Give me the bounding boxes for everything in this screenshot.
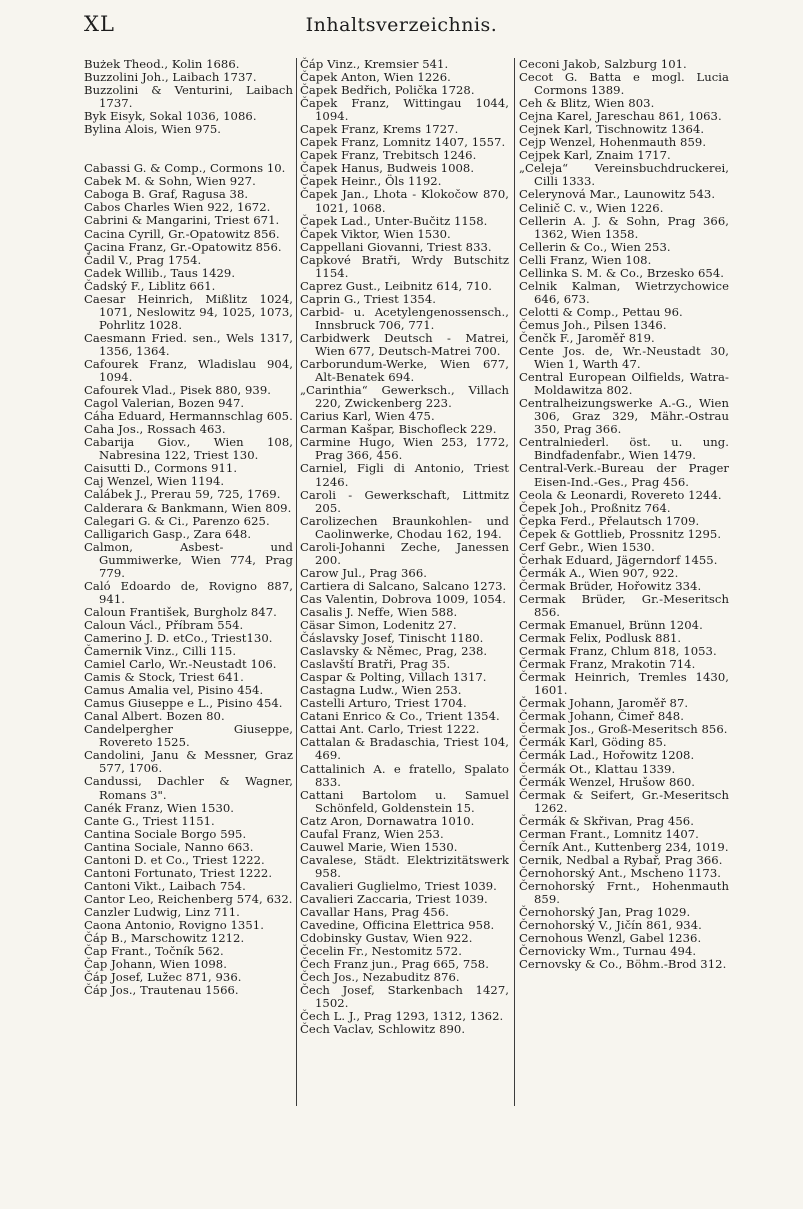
index-entry: Čermák Ot., Klattau 1339. — [519, 761, 676, 776]
index-entry: Camus Giuseppe e L., Pisino 454. — [84, 696, 283, 711]
index-entry: Čáslavsky Josef, Tinischt 1180. — [300, 631, 484, 646]
index-entry: Čech Vaclav, Schlowitz 890. — [300, 1022, 466, 1037]
index-entry: Cavalese, Städt. Elektrizitätswerk 958. — [300, 852, 509, 880]
index-entry: Cermak Franz, Chlum 818, 1053. — [519, 644, 717, 659]
index-entry: Cavallar Hans, Prag 456. — [300, 905, 449, 920]
page-number: XL — [84, 12, 115, 36]
index-entry: Cadek Willib., Taus 1429. — [84, 265, 236, 280]
index-entry: Cabarija Giov., Wien 108, Nabresina 122, Triest 130. — [84, 435, 293, 463]
index-entry: Cantoni Vikt., Laibach 754. — [84, 878, 246, 893]
index-entry: Buzzolini Joh., Laibach 1737. — [84, 70, 257, 85]
index-entry: Bużek Theod., Kolin 1686. — [84, 57, 240, 71]
index-entry: Cas Valentin, Dobrova 1009, 1054. — [300, 591, 506, 606]
page-header — [0, 12, 803, 42]
index-entry: Celerynová Mar., Launowitz 543. — [519, 187, 716, 202]
page-title: Inhaltsverzeichnis. — [305, 14, 498, 36]
index-entry: Čapek Franz, Wittingau 1044, 1094. — [300, 96, 509, 124]
index-entry: Čapek Hanus, Budweis 1008. — [300, 161, 475, 176]
index-entry: Čepka Ferd., Přelautsch 1709. — [519, 513, 700, 528]
index-entry: Catz Aron, Dornawatra 1010. — [300, 813, 475, 828]
index-entry: Calegari G. & Ci., Parenzo 625. — [84, 513, 270, 528]
index-entry: Cafourek Franz, Wladislau 904, 1094. — [84, 356, 293, 385]
index-entry: Camus Amalia vel, Pisino 454. — [84, 683, 264, 698]
index-entry: Carow Jul., Prag 366. — [300, 565, 428, 580]
index-entry: Černohorský Jan, Prag 1029. — [519, 905, 691, 920]
index-entry: Čermák Lad., Hořowitz 1208. — [519, 748, 695, 763]
index-entry: Cabassi G. & Comp., Cormons 10. — [84, 161, 286, 176]
index-entry: Cellerin A. J. & Sohn, Prag 366, 1362, Wien 1358. — [519, 213, 729, 241]
index-entry: Centralniederl. öst. u. ung. Bindfadenfabr., Wien 1479. — [519, 435, 729, 463]
index-entry: Camerino J. D. etCo., Triest130. — [84, 630, 273, 645]
index-entry: Černohorský V., Jičín 861, 934. — [519, 918, 702, 933]
index-entry: Cente Jos. de, Wr.-Neustadt 30, Wien 1, Warth 47. — [519, 344, 729, 372]
index-entry: Čap Frant., Točník 562. — [84, 944, 224, 959]
index-entry: Caroli - Gewerkschaft, Littmitz 205. — [300, 487, 509, 515]
column-divider — [296, 58, 297, 1106]
index-entry: Casalis J. Neffe, Wien 588. — [300, 604, 458, 619]
index-entry: Čermak Jos., Groß-Meseritsch 856. — [519, 722, 728, 737]
index-entry: Čapek Jan., Lhota - Klokočow 870, 1021, 1068. — [300, 187, 509, 215]
index-entry: Carbidwerk Deutsch - Matrei, Wien 677, Deutsch-Matrei 700. — [300, 330, 509, 359]
index-entry: Cantina Sociale Borgo 595. — [84, 826, 247, 841]
index-entry: Čermák A., Wien 907, 922. — [519, 565, 679, 580]
index-entry: Čermak & Seifert, Gr.-Meseritsch 1262. — [519, 787, 729, 815]
index-column-2 — [300, 58, 509, 1037]
index-entry: Cellinka S. M. & Co., Brzesko 654. — [519, 265, 724, 280]
index-entry: Cabek M. & Sohn, Wien 927. — [84, 174, 256, 189]
index-entry: Cernik, Nedbal a Rybař, Prag 366. — [519, 852, 723, 867]
index-entry: Čech Josef, Starkenbach 1427, 1502. — [300, 983, 509, 1011]
index-entry: Carius Karl, Wien 475. — [300, 409, 435, 424]
index-entry: Ceconi Jakob, Salzburg 101. — [519, 57, 687, 71]
index-entry: Čermak Johann, Čimeř 848. — [519, 709, 684, 724]
spacer — [84, 136, 293, 162]
index-entry: Capek Franz, Krems 1727. — [300, 122, 459, 137]
index-entry: Černohorský Ant., Mscheno 1173. — [519, 865, 721, 880]
index-entry: Cermak Emanuel, Brünn 1204. — [519, 618, 703, 633]
index-entry: Caufal Franz, Wien 253. — [300, 826, 444, 841]
index-entry: Čermák Karl, Göding 85. — [519, 735, 667, 750]
index-entry: Camiel Carlo, Wr.-Neustadt 106. — [84, 657, 277, 672]
index-entry: Carmine Hugo, Wien 253, 1772, Prag 366, 456. — [300, 435, 509, 463]
index-entry: Cejnek Karl, Tischnowitz 1364. — [519, 122, 705, 137]
index-entry: Carolizechen Braunkohlen- und Caolinwerke, Chodau 162, 194. — [300, 513, 509, 541]
index-entry: Celli Franz, Wien 108. — [519, 252, 652, 267]
index-entry: Caroli-Johanni Zeche, Janessen 200. — [300, 539, 509, 567]
index-entry: Caloun František, Burgholz 847. — [84, 604, 277, 619]
index-entry: Cante G., Triest 1151. — [84, 813, 215, 828]
index-entry: Čapek Lad., Unter-Bučitz 1158. — [300, 213, 488, 228]
index-entry: Camis & Stock, Triest 641. — [84, 670, 244, 685]
index-entry: Čamernik Vinz., Cilli 115. — [84, 644, 237, 659]
index-entry: Calligarich Gasp., Zara 648. — [84, 526, 252, 541]
index-entry: Cdobinsky Gustav, Wien 922. — [300, 931, 473, 946]
index-entry: Capek Franz, Lomnitz 1407, 1557. — [300, 135, 506, 150]
index-entry: Caisutti D., Cormons 911. — [84, 461, 238, 476]
index-entry: Cermak Felix, Podlusk 881. — [519, 631, 682, 646]
index-entry: „Celeja“ Vereinsbuchdruckerei, Cilli 1333. — [519, 161, 729, 189]
index-entry: Cantoni D. et Co., Triest 1222. — [84, 852, 265, 867]
index-entry: Čepek Joh., Proßnitz 764. — [519, 500, 671, 515]
index-entry: Čáp Josef, Lužec 871, 936. — [84, 970, 242, 985]
index-entry: Central-Verk.-Bureau der Prager Eisen-Ind.-Ges., Prag 456. — [519, 461, 729, 489]
index-entry: Caboga B. Graf, Ragusa 38. — [84, 187, 249, 202]
index-entry: Cafourek Vlad., Pisek 880, 939. — [84, 383, 271, 398]
index-entry: Byk Eisyk, Sokal 1036, 1086. — [84, 109, 257, 124]
index-entry: Caj Wenzel, Wien 1194. — [84, 474, 225, 489]
index-entry: Cattani Bartolom u. Samuel Schönfeld, Goldenstein 15. — [300, 787, 509, 815]
index-entry: Čap Johann, Wien 1098. — [84, 957, 227, 972]
column-divider — [514, 58, 515, 1106]
index-entry: Castelli Arturo, Triest 1704. — [300, 696, 467, 711]
index-entry: Canal Albert. Bozen 80. — [84, 709, 225, 724]
index-entry: Cermak Brüder, Gr.-Meseritsch 856. — [519, 591, 729, 619]
index-entry: Capek Franz, Trebitsch 1246. — [300, 148, 477, 163]
index-entry: Celnik Kalman, Wietrzychowice 646, 673. — [519, 278, 729, 306]
index-entry: Caloun Václ., Příbram 554. — [84, 617, 244, 632]
index-entry: Candussi, Dachler & Wagner, Romans 3". — [84, 774, 293, 802]
index-entry: Čermak Brüder, Hořowitz 334. — [519, 578, 702, 593]
index-entry: Čermak Heinrich, Tremles 1430, 1601. — [519, 670, 729, 698]
index-entry: Ceola & Leonardi, Rovereto 1244. — [519, 487, 722, 502]
index-entry: Čerhak Eduard, Jägerndorf 1455. — [519, 552, 718, 567]
index-entry: Centralheizungswerke A.-G., Wien 306, Graz 329, Mähr.-Ostrau 350, Prag 366. — [519, 396, 729, 437]
index-entry: Cauwel Marie, Wien 1530. — [300, 839, 458, 854]
index-entry: Çacina Franz, Gr.-Opatowitz 856. — [84, 239, 282, 254]
index-entry: Candelpergher Giuseppe, Rovereto 1525. — [84, 722, 293, 750]
index-column-3 — [519, 58, 729, 971]
index-entry: Čapek Bedřich, Polička 1728. — [300, 83, 475, 98]
index-entry: Bylina Alois, Wien 975. — [84, 122, 222, 137]
index-entry: Calderara & Bankmann, Wien 809. — [84, 500, 292, 515]
index-entry: Čadil V., Prag 1754. — [84, 252, 202, 267]
index-entry: Cäsar Simon, Lodenitz 27. — [300, 618, 457, 633]
index-entry: Cejp Wenzel, Hohenmauth 859. — [519, 135, 707, 150]
index-entry: Carman Kašpar, Bischofleck 229. — [300, 422, 497, 437]
index-entry: Canék Franz, Wien 1530. — [84, 800, 235, 815]
index-entry: Caona Antonio, Rovigno 1351. — [84, 918, 264, 932]
index-entry: Central European Oilfields, Watra-Moldawitza 802. — [519, 370, 729, 398]
index-entry: Čech Franz jun., Prag 665, 758. — [300, 957, 489, 972]
index-entry: Čadský F., Liblitz 661. — [84, 278, 216, 293]
index-entry: Cantor Leo, Reichenberg 574, 632. — [84, 891, 293, 906]
index-entry: Černík Ant., Kuttenberg 234, 1019. — [519, 839, 729, 854]
index-entry: Cerf Gebr., Wien 1530. — [519, 539, 655, 554]
index-entry: Černohorský Frnt., Hohenmauth 859. — [519, 878, 729, 906]
index-entry: Buzzolini & Venturini, Laibach 1737. — [84, 83, 293, 111]
index-entry: Carbid- u. Acetylengenossensch., Innsbruck 706, 771. — [300, 304, 509, 332]
index-entry: Cagol Valerian, Bozen 947. — [84, 396, 245, 411]
index-entry: Cellerin & Co., Wien 253. — [519, 239, 671, 254]
index-entry: Caha Jos., Rossach 463. — [84, 422, 226, 437]
index-entry: Cecot G. Batta e mogl. Lucia Cormons 1389. — [519, 70, 729, 98]
index-entry: Cappellani Giovanni, Triest 833. — [300, 239, 492, 254]
index-entry: Čáp Jos., Trautenau 1566. — [84, 983, 239, 998]
index-entry: Caprez Gust., Leibnitz 614, 710. — [300, 278, 493, 293]
index-entry: Čech Jos., Nezabuditz 876. — [300, 970, 460, 985]
index-entry: Cacina Cyrill, Gr.-Opatowitz 856. — [84, 226, 280, 241]
index-entry: Čenčk F., Jaroměř 819. — [519, 330, 655, 345]
index-entry: Cerman Frant., Lomnitz 1407. — [519, 826, 699, 841]
index-entry: Caspar & Polting, Villach 1317. — [300, 670, 487, 685]
index-entry: Canzler Ludwig, Linz 711. — [84, 904, 240, 919]
index-entry: Cantina Sociale, Nanno 663. — [84, 839, 254, 854]
index-entry: Carniel, Figli di Antonio, Triest 1246. — [300, 461, 509, 489]
index-entry: Čapek Anton, Wien 1226. — [300, 70, 451, 85]
index-entry: Cáha Eduard, Hermannschlag 605. — [84, 409, 293, 424]
index-entry: Cartiera di Salcano, Salcano 1273. — [300, 578, 507, 593]
index-entry: Čermák & Skřivan, Prag 456. — [519, 813, 694, 828]
index-entry: Calábek J., Prerau 59, 725, 1769. — [84, 487, 281, 502]
index-entry: Caslavští Bratři, Prag 35. — [300, 657, 451, 672]
index-entry: Cantoni Fortunato, Triest 1222. — [84, 865, 273, 880]
index-entry: Čepek & Gottlieb, Prossnitz 1295. — [519, 526, 722, 541]
index-entry: Celinič C. v., Wien 1226. — [519, 200, 664, 215]
index-entry: Černovicky Wm., Turnau 494. — [519, 944, 697, 959]
index-entry: Calmon, Asbest- und Gummiwerke, Wien 774, Prag 779. — [84, 539, 293, 580]
index-entry: Čecelin Fr., Nestomitz 572. — [300, 944, 462, 959]
index-entry: Cabos Charles Wien 922, 1672. — [84, 200, 271, 215]
index-entry: Capkové Bratři, Wrdy Butschitz 1154. — [300, 252, 509, 280]
index-entry: Candolini, Janu & Messner, Graz 577, 1706. — [84, 748, 293, 776]
index-entry: Cavalieri Guglielmo, Triest 1039. — [300, 878, 497, 893]
index-entry: Čermak Johann, Jaroměř 87. — [519, 696, 689, 711]
index-entry: Caló Edoardo de, Rovigno 887, 941. — [84, 578, 293, 606]
index-entry: Cabrini & Mangarini, Triest 671. — [84, 213, 280, 228]
index-entry: Catani Enrico & Co., Trient 1354. — [300, 709, 500, 724]
index-entry: Čermak Franz, Mrakotin 714. — [519, 657, 696, 672]
index-entry: Čapek Viktor, Wien 1530. — [300, 226, 451, 241]
index-entry: Caesar Heinrich, Mißlitz 1024, 1071, Neslowitz 94, 1025, 1073, Pohrlitz 1028. — [84, 291, 293, 332]
index-entry: Čermák Wenzel, Hrušow 860. — [519, 774, 696, 789]
index-entry: Caesmann Fried. sen., Wels 1317, 1356, 1364. — [84, 330, 293, 358]
index-entry: Celotti & Comp., Pettau 96. — [519, 304, 683, 319]
index-entry: Čemus Joh., Pilsen 1346. — [519, 317, 667, 332]
index-entry: Castagna Ludw., Wien 253. — [300, 683, 462, 698]
index-entry: Caslavsky & Němec, Prag, 238. — [300, 644, 488, 659]
index-entry: Cattalan & Bradaschia, Triest 104, 469. — [300, 735, 509, 763]
index-entry: Cavedine, Officina Elettrica 958. — [300, 918, 495, 933]
index-entry: Cattalinich A. e fratello, Spalato 833. — [300, 761, 509, 789]
index-entry: Cernovsky & Co., Böhm.-Brod 312. — [519, 957, 727, 972]
index-entry: Cejna Karel, Jareschau 861, 1063. — [519, 109, 722, 124]
index-entry: Čech L. J., Prag 1293, 1312, 1362. — [300, 1009, 504, 1024]
index-entry: Cattai Ant. Carlo, Triest 1222. — [300, 722, 480, 737]
index-entry: Čapek Heinr., Öls 1192. — [300, 174, 442, 189]
index-entry: Čáp B., Marschowitz 1212. — [84, 931, 245, 946]
index-entry: Caprin G., Triest 1354. — [300, 291, 436, 306]
index-entry: „Carinthia“ Gewerksch., Villach 220, Zwickenberg 223. — [300, 383, 509, 411]
index-column-1 — [84, 58, 293, 997]
index-entry: Cernohous Wenzl, Gabel 1236. — [519, 931, 702, 946]
index-entry: Cavalieri Zaccaria, Triest 1039. — [300, 892, 488, 906]
index-entry: Cejpek Karl, Znaim 1717. — [519, 148, 671, 163]
index-entry: Ceh & Blitz, Wien 803. — [519, 96, 655, 111]
index-entry: Carborundum-Werke, Wien 677, Alt-Benatek 694. — [300, 357, 509, 385]
index-entry: Čáp Vinz., Kremsier 541. — [300, 57, 449, 71]
